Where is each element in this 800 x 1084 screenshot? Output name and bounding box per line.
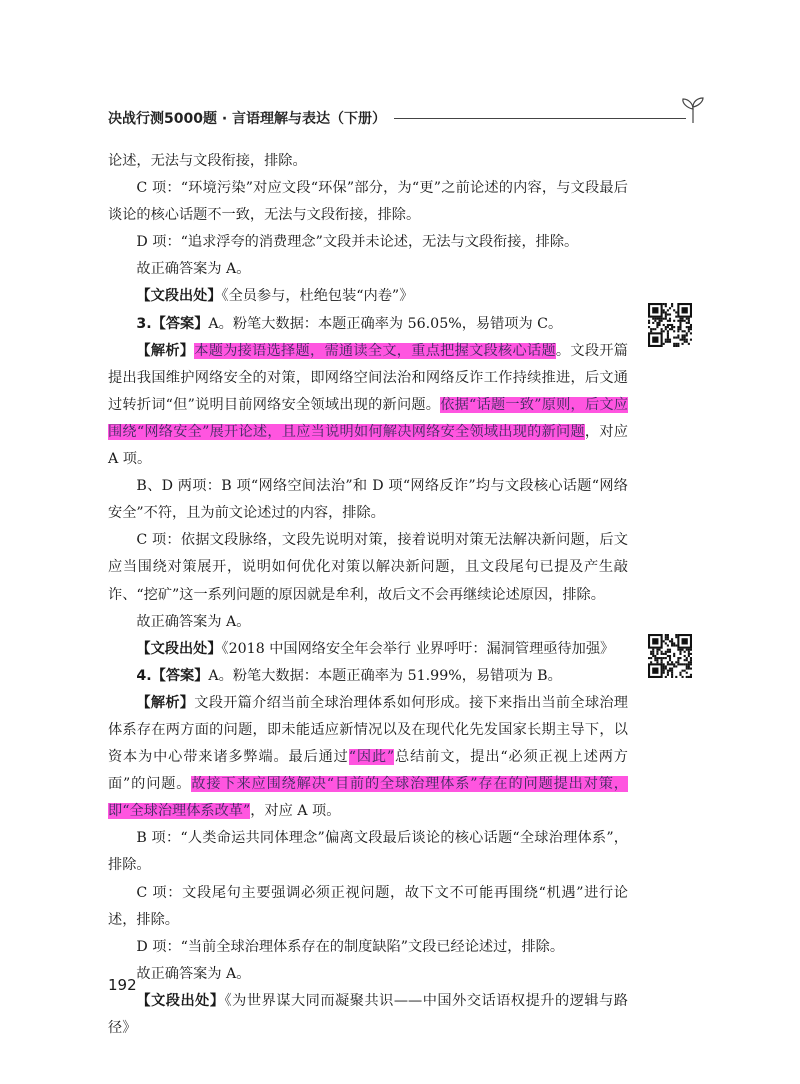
section-marker: 4.【答案】 xyxy=(136,667,209,684)
section-marker: 【解析】 xyxy=(136,694,195,711)
highlighted-text: 故接下来应围绕解决“目前的全球治理体系”存在的问题提出对策，即“全球治理体系改革” xyxy=(108,776,628,820)
answer-paragraph xyxy=(108,283,628,310)
section-marker: 【文段出处】 xyxy=(136,640,222,657)
answer-paragraph xyxy=(108,256,628,283)
text-span: B、D 两项：B 项“网络空间法治”和 D 项“网络反诈”均与文段核心话题“网络安全”不符，且为前文论述过的内容，排除。 xyxy=(108,478,628,522)
highlighted-text: “因此” xyxy=(348,749,395,766)
book-title: 决战行测5000题 · 言语理解与表达（下册） xyxy=(108,108,394,128)
answer-paragraph xyxy=(108,148,628,175)
text-span: C 项：文段尾句主要强调必须正视问题，故下文不可能再围绕“机遇”进行论述，排除。 xyxy=(108,884,628,928)
answer-paragraph xyxy=(108,311,628,338)
text-span: 文段开篇介绍当前全球治理体系如何形成。接下来指出当前全球治理体系存在两方面的问题，即未能适应新情况以及在现代化先发国家长期主导下，以资本为中心带来诸多弊端。最后通过 xyxy=(108,694,628,766)
text-span: 总结前文，提出“必须正视上述两方面”的问题。 xyxy=(108,749,628,793)
answer-paragraph xyxy=(108,636,628,663)
text-span: D 项：“追求浮夸的消费理念”文段并未论述，无法与文段衔接，排除。 xyxy=(136,234,579,251)
text-span: 论述，无法与文段衔接，排除。 xyxy=(108,153,307,169)
text-span: 。文段开篇提出我国维护网络安全的对策，即网络空间法治和网络反诈工作持续推进，后文通过转折词“但”说明目前网络安全领域出现的新问题。 xyxy=(108,342,628,413)
answer-paragraph xyxy=(108,988,628,1042)
qr-code-icon xyxy=(648,303,692,347)
text-span: 《2018 中国网络安全年会举行 业界呼吁：漏洞管理亟待加强》 xyxy=(221,640,615,657)
answer-paragraph xyxy=(108,961,628,988)
text-span: A。粉笔大数据：本题正确率为 51.99%，易错项为 B。 xyxy=(208,667,562,684)
text-span: C 项：“环境污染”对应文段“环保”部分，为“更”之前论述的内容，与文段最后谈论的核心话题不一致，无法与文段衔接，排除。 xyxy=(108,180,628,224)
answer-paragraph xyxy=(108,825,628,879)
text-span: A。粉笔大数据：本题正确率为 56.05%，易错项为 C。 xyxy=(208,315,563,332)
answer-paragraph xyxy=(108,880,628,934)
text-span: ，对应 A 项。 xyxy=(108,423,628,468)
text-span: 故正确答案为 A。 xyxy=(136,613,251,630)
section-marker: 【解析】 xyxy=(136,342,195,359)
answer-paragraph xyxy=(108,663,628,690)
answer-paragraph xyxy=(108,229,628,256)
text-span: 《全员参与，杜绝包装“内卷”》 xyxy=(221,288,414,305)
answer-paragraph xyxy=(108,609,628,636)
answer-paragraph xyxy=(108,473,628,527)
text-span: D 项：“当前全球治理体系存在的制度缺陷”文段已经论述过，排除。 xyxy=(136,938,565,955)
page-number: 192 xyxy=(108,976,137,994)
sprout-icon xyxy=(678,96,708,124)
qr-code-icon xyxy=(648,634,692,678)
answer-paragraph xyxy=(108,934,628,961)
page-body xyxy=(108,148,628,1042)
text-span: ，对应 A 项。 xyxy=(250,803,341,820)
answer-paragraph xyxy=(108,690,628,825)
text-span: 故正确答案为 A。 xyxy=(136,965,251,982)
text-span: 故正确答案为 A。 xyxy=(136,261,251,278)
section-marker: 【文段出处】 xyxy=(136,288,222,305)
running-header xyxy=(108,104,708,134)
answer-paragraph xyxy=(108,527,628,608)
answer-paragraph xyxy=(108,175,628,229)
section-marker: 【文段出处】 xyxy=(136,992,225,1009)
text-span: B 项：“人类命运共同体理念”偏离文段最后谈论的核心话题“全球治理体系”，排除。 xyxy=(108,830,628,874)
highlighted-text: 依据“话题一致”原则，后文应围绕“网络安全”展开论述，且应当说明如何解决网络安全领域出现的新问题 xyxy=(108,396,628,440)
section-marker: 3.【答案】 xyxy=(136,315,209,332)
highlighted-text: 本题为接语选择题，需通读全文，重点把握文段核心话题 xyxy=(194,342,556,359)
answer-paragraph xyxy=(108,338,628,473)
text-span: C 项：依据文段脉络，文段先说明对策，接着说明对策无法解决新问题，后文应当围绕对策展开，说明如何优化对策以解决新问题，且文段尾句已提及产生敲诈、“挖矿”这一系列问题的原因就是牟利，故后文不会再继续论述原因，排除。 xyxy=(108,532,628,603)
text-span: 《为世界谋大同而凝聚共识——中国外交话语权提升的逻辑与路径》 xyxy=(108,992,628,1036)
